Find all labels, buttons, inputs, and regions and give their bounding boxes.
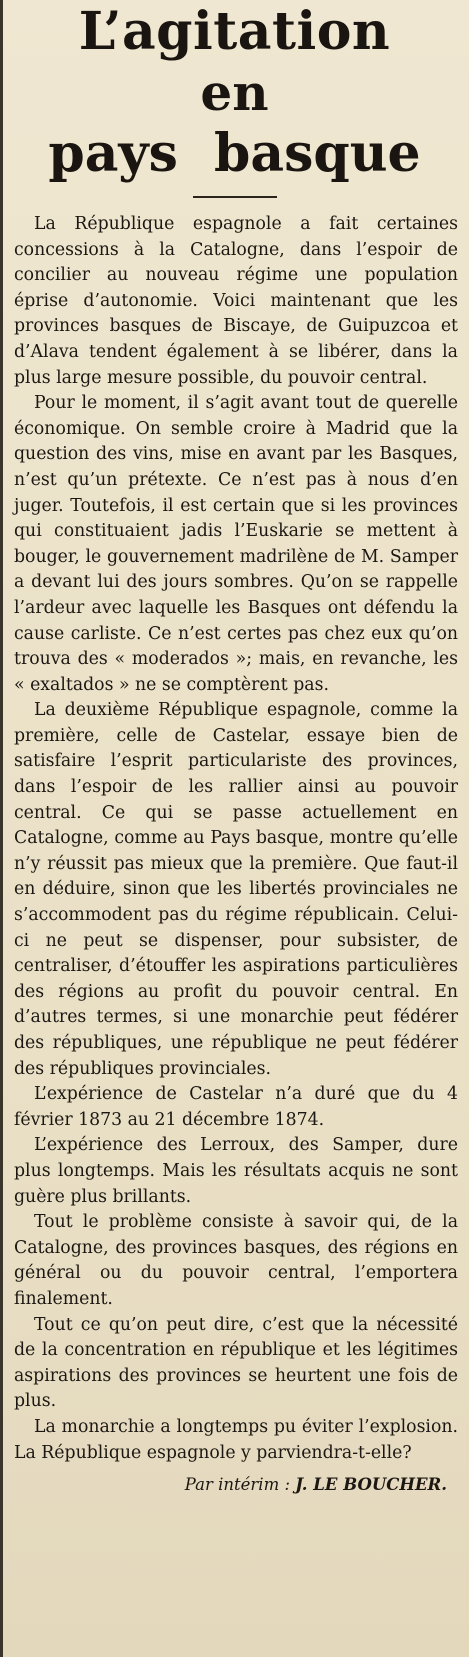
signature-name: J. LE BOUCHER. xyxy=(295,1475,447,1495)
paragraph-2: Pour le moment, il s’agit avant tout de querelle économique. On semble croire à Madrid que la question des vins, mise en avant par les Basques, n’est qu’un prétexte. Ce n’est pas à nous d’en juger. Toutefois, il est certain que si les provinces qui constituaient jadis l’Euskarie se mettent à bouger, le gouvernement madrilène de M. Samper a devant lui des jours sombres. Qu’on se rappelle l’ardeur avec laquelle les Basques ont défendu la cause carliste. Ce n’est certes pas chez eux qu’on trouva des « moderados »; mais, en revanche, les « exaltados » ne se comptèrent pas. xyxy=(14,393,458,695)
paragraph-1: La République espagnole a fait certaines concessions à la Catalogne, dans l’espoir de concilier au nouveau régime une population éprise d’autonomie. Voici maintenant que les provinces basques de Biscaye, de Guipuzcoa et d’Alava tendent également à se libérer, dans la plus large mesure possible, du pouvoir central. xyxy=(14,214,458,388)
article-body xyxy=(0,198,469,1466)
signature xyxy=(0,1466,469,1497)
headline-line-2: en xyxy=(200,63,269,122)
paragraph-7: Tout ce qu’on peut dire, c’est que la nécessité de la concentration en république et les légitimes aspirations des provinces se heurtent une fois de plus. xyxy=(14,1314,458,1412)
paragraph-6: Tout le problème consiste à savoir qui, de la Catalogne, des provinces basques, des régions en général ou du pouvoir central, l’emportera finalement. xyxy=(14,1212,458,1309)
paragraph-4: L’expérience de Castelar n’a duré que du 4 février 1873 au 21 décembre 1874. xyxy=(14,1084,458,1130)
headline xyxy=(0,0,469,184)
headline-line-3: pays basque xyxy=(48,123,421,184)
paragraph-3: La deuxième République espagnole, comme la première, celle de Castelar, essaye bien de satisfaire l’esprit particulariste des provinces, dans l’espoir de les rallier ainsi au pouvoir central. Ce qui se passe actuellement en Catalogne, comme au Pays basque, montre qu’elle n’y réussit pas mieux que la première. Que faut-il en déduire, sinon que les libertés provinciales ne s’accommodent pas du régime républicain. Celui-ci ne peut se dispenser, pour subsister, de centraliser, d’étouffer les aspirations particulières des régions au profit du pouvoir central. En d’autres termes, si une monarchie peut fédérer des républiques, une république ne peut fédérer des républiques provinciales. xyxy=(14,700,458,1079)
clipping-left-border xyxy=(0,0,3,1657)
headline-line-1: L’agitation xyxy=(78,1,391,62)
paragraph-5: L’expérience des Lerroux, des Samper, dure plus longtemps. Mais les résultats acquis ne sont guère plus brillants. xyxy=(14,1135,458,1207)
signature-prefix: Par intérim : xyxy=(184,1475,291,1495)
paragraph-8: La monarchie a longtemps pu éviter l’explosion. La République espagnole y parviendra-t-elle? xyxy=(14,1416,458,1463)
